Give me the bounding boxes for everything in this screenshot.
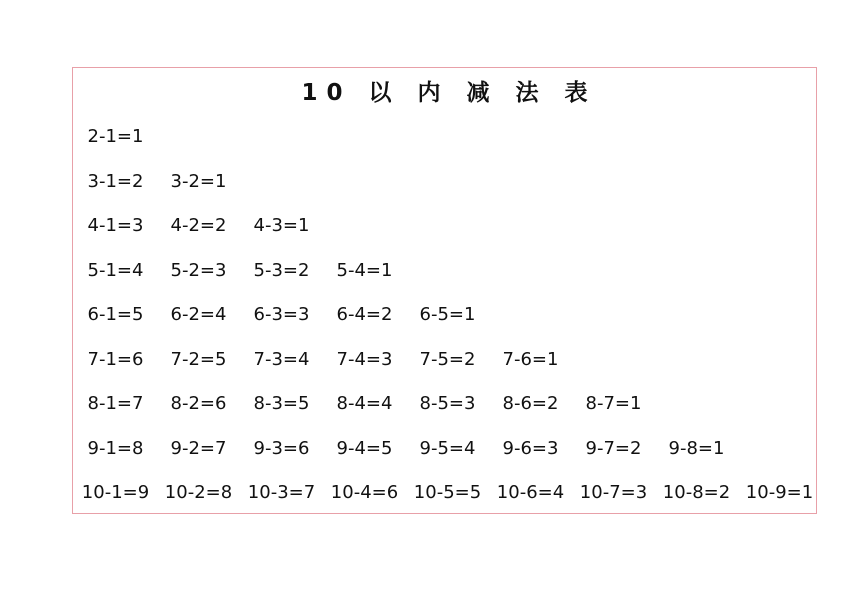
equation-cell: 9-2=7 — [170, 438, 227, 459]
equation-cell: 6-5=1 — [419, 304, 476, 325]
equation-cell: 10-3=7 — [247, 482, 316, 503]
equation-cell: 8-2=6 — [170, 393, 227, 414]
equation-cell: 5-1=4 — [87, 260, 144, 281]
equation-cell: 6-2=4 — [170, 304, 227, 325]
equation-cell: 9-3=6 — [253, 438, 310, 459]
equation-cell: 10-2=8 — [164, 482, 233, 503]
equation-cell: 10-7=3 — [579, 482, 648, 503]
equation-cell: 4-2=2 — [170, 215, 227, 236]
equation-cell: 8-4=4 — [336, 393, 393, 414]
equation-cell: 2-1=1 — [87, 126, 144, 147]
equation-cell: 7-3=4 — [253, 349, 310, 370]
equation-cell: 9-6=3 — [502, 438, 559, 459]
equation-cell: 7-2=5 — [170, 349, 227, 370]
equation-row — [73, 124, 816, 150]
equation-cell: 6-3=3 — [253, 304, 310, 325]
equation-cell: 6-1=5 — [87, 304, 144, 325]
equation-cell: 4-3=1 — [253, 215, 310, 236]
equation-row — [73, 347, 816, 373]
equation-cell: 9-8=1 — [668, 438, 725, 459]
equation-cell: 10-8=2 — [662, 482, 731, 503]
equation-row — [73, 480, 816, 506]
equation-row — [73, 258, 816, 284]
equation-cell: 5-2=3 — [170, 260, 227, 281]
equation-cell: 5-3=2 — [253, 260, 310, 281]
equation-cell: 9-5=4 — [419, 438, 476, 459]
table-title: 10 以 内 减 法 表 — [301, 80, 597, 106]
equation-cell: 9-4=5 — [336, 438, 393, 459]
equation-cell: 10-6=4 — [496, 482, 565, 503]
equation-row — [73, 436, 816, 462]
equation-cell: 8-6=2 — [502, 393, 559, 414]
equation-cell: 10-1=9 — [81, 482, 150, 503]
equation-rows — [73, 68, 816, 513]
equation-row — [73, 302, 816, 328]
equation-cell: 3-2=1 — [170, 171, 227, 192]
equation-cell: 7-1=6 — [87, 349, 144, 370]
equation-cell: 8-1=7 — [87, 393, 144, 414]
equation-cell: 4-1=3 — [87, 215, 144, 236]
equation-row — [73, 391, 816, 417]
equation-cell: 7-4=3 — [336, 349, 393, 370]
equation-cell: 10-4=6 — [330, 482, 399, 503]
subtraction-table — [72, 67, 817, 514]
equation-cell: 9-1=8 — [87, 438, 144, 459]
equation-cell: 7-6=1 — [502, 349, 559, 370]
equation-row — [73, 213, 816, 239]
equation-cell: 10-5=5 — [413, 482, 482, 503]
equation-cell: 5-4=1 — [336, 260, 393, 281]
equation-row — [73, 169, 816, 195]
equation-cell: 8-5=3 — [419, 393, 476, 414]
equation-cell: 7-5=2 — [419, 349, 476, 370]
equation-cell: 9-7=2 — [585, 438, 642, 459]
equation-cell: 10-9=1 — [745, 482, 814, 503]
equation-cell: 8-3=5 — [253, 393, 310, 414]
equation-cell: 6-4=2 — [336, 304, 393, 325]
equation-cell: 8-7=1 — [585, 393, 642, 414]
equation-cell: 3-1=2 — [87, 171, 144, 192]
